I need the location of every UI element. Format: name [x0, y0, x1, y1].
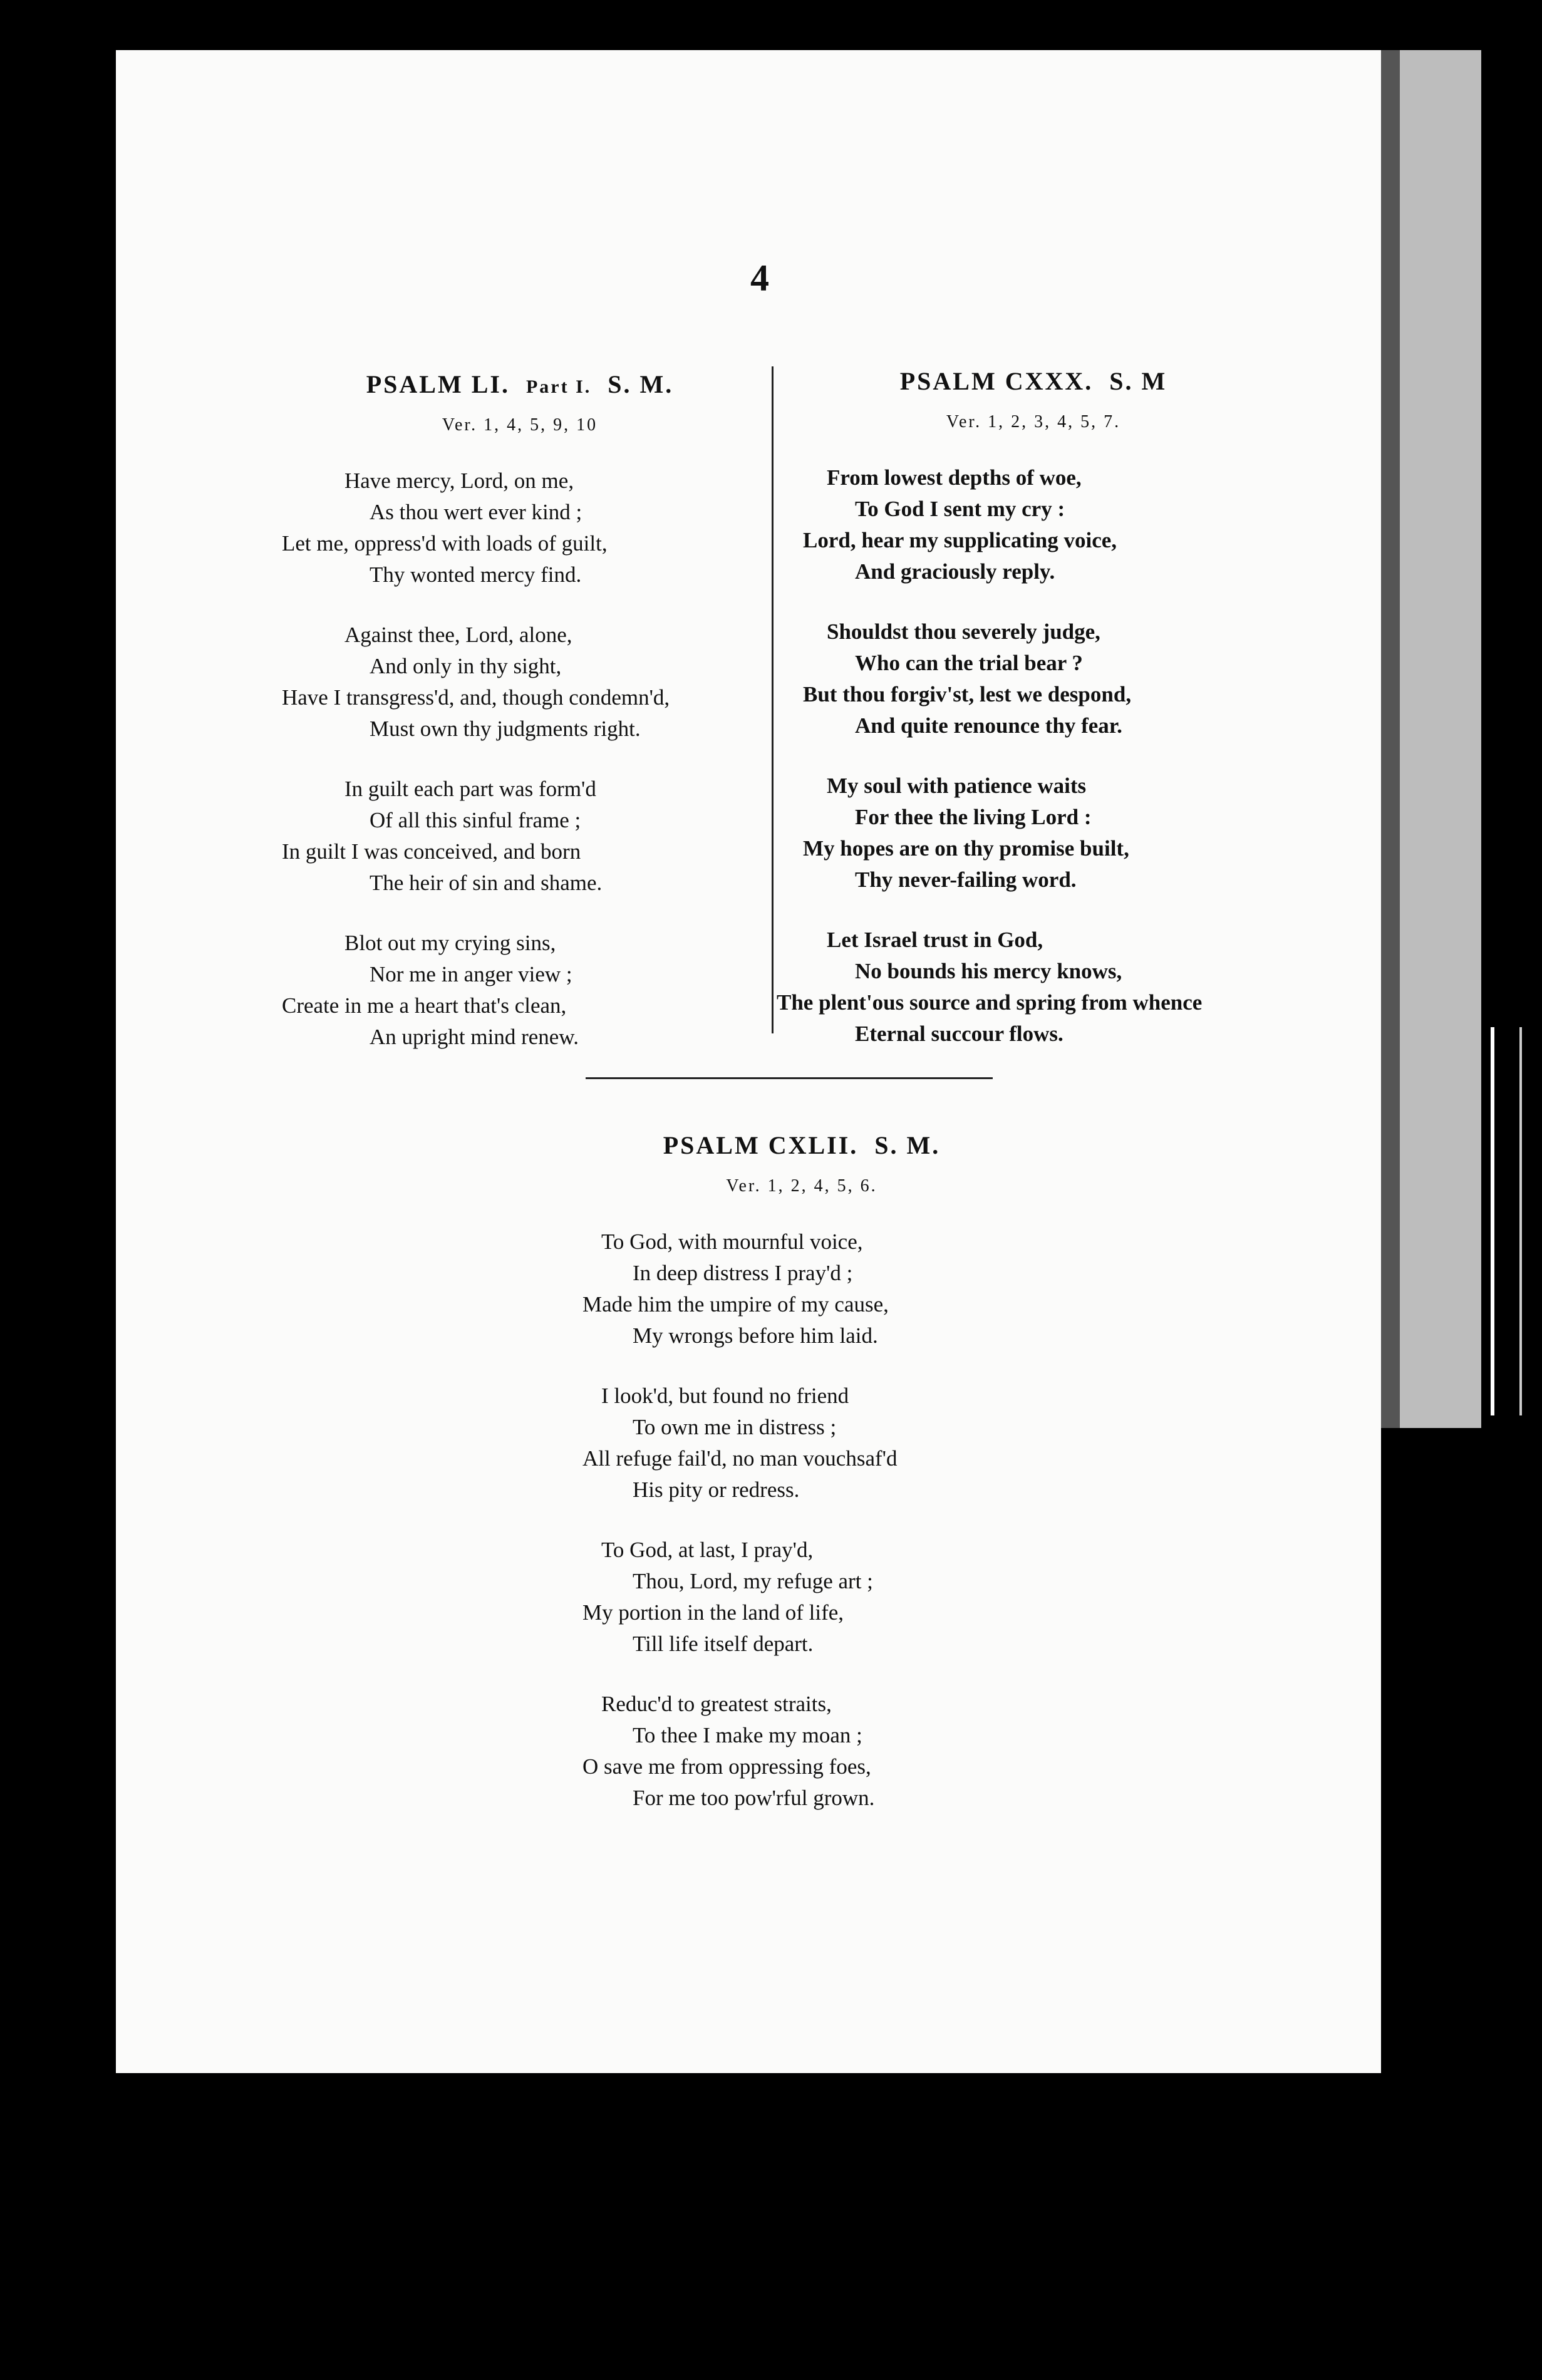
verses-list: 1, 4, 5, 9, 10: [484, 415, 598, 435]
verses-list: 1, 2, 4, 5, 6.: [767, 1176, 877, 1196]
verse-line: To thee I make my moan ;: [633, 1723, 862, 1747]
verse-line: No bounds his mercy knows,: [855, 959, 1122, 983]
verse-line: Thy never-failing word.: [855, 867, 1077, 892]
column-divider: [772, 366, 774, 1033]
verse-line: My hopes are on thy promise built,: [803, 836, 1129, 861]
verse-line: My soul with patience waits: [827, 773, 1087, 798]
psalm-part: Part I.: [525, 376, 592, 397]
verse-line: But thou forgiv'st, lest we despond,: [803, 682, 1132, 706]
verses-line: [564, 1176, 1040, 1196]
stanza: [564, 1380, 1040, 1506]
verse-line: I look'd, but found no friend: [601, 1384, 849, 1408]
verse-line: Thou, Lord, my refuge art ;: [633, 1569, 873, 1593]
verse-line: O save me from oppressing foes,: [582, 1754, 871, 1779]
page-gutter-shadow: [1381, 50, 1400, 1428]
verse-line: In deep distress I pray'd ;: [633, 1261, 853, 1285]
verse-line: Eternal succour flows.: [855, 1022, 1063, 1046]
verse-line: As thou wert ever kind ;: [370, 500, 582, 524]
psalm-meter: S. M: [1109, 367, 1167, 395]
verse-line: Till life itself depart.: [633, 1632, 814, 1656]
verse-line: Nor me in anger view ;: [370, 962, 572, 986]
verse-line: From lowest depths of woe,: [827, 465, 1082, 490]
stanza: [777, 770, 1290, 896]
verse-line: Who can the trial bear ?: [855, 651, 1083, 675]
verse-line: The plent'ous source and spring from whence: [777, 990, 1203, 1015]
verse-line: For me too pow'rful grown.: [633, 1786, 875, 1810]
stanza: [276, 465, 764, 591]
psalm-title: [564, 1130, 1040, 1160]
verse-line: My portion in the land of life,: [582, 1600, 844, 1625]
verse-line: Have I transgress'd, and, though condemn'd,: [282, 685, 670, 710]
psalm-title: [276, 370, 764, 399]
verse-line: To own me in distress ;: [633, 1415, 837, 1439]
psalm-title: [777, 366, 1290, 396]
stanza: [777, 616, 1290, 742]
verse-line: To God, at last, I pray'd,: [601, 1538, 814, 1562]
stanza: [564, 1689, 1040, 1814]
verse-line: Thy wonted mercy find.: [370, 562, 582, 587]
verses-label: Ver.: [726, 1176, 762, 1196]
stanza: [276, 619, 764, 745]
stanza: [276, 928, 764, 1053]
verse-line: For thee the living Lord :: [855, 805, 1092, 829]
verse-line: And only in thy sight,: [370, 654, 562, 678]
verse-line: To God, with mournful voice,: [601, 1229, 863, 1254]
verse-line: Must own thy judgments right.: [370, 717, 641, 741]
verse-line: And graciously reply.: [855, 559, 1055, 584]
verse-line: In guilt I was conceived, and born: [282, 839, 581, 864]
psalm-meter: S. M.: [874, 1131, 941, 1159]
psalm-title-text: PSALM CXXX.: [899, 367, 1094, 395]
verses-line: [777, 412, 1290, 432]
verse-line: Made him the umpire of my cause,: [582, 1292, 889, 1317]
stanza: [564, 1226, 1040, 1352]
verse-line: Of all this sinful frame ;: [370, 808, 581, 832]
psalm-title-text: PSALM LI.: [366, 370, 510, 398]
psalm-51-section: [276, 370, 764, 1082]
verse-line: An upright mind renew.: [370, 1025, 579, 1049]
verse-line: To God I sent my cry :: [855, 497, 1065, 521]
psalm-title-text: PSALM CXLII.: [663, 1131, 859, 1159]
verse-line: In guilt each part was form'd: [344, 777, 596, 801]
verse-line: Create in me a heart that's clean,: [282, 993, 567, 1018]
psalm-meter: S. M.: [608, 370, 674, 398]
stanza: [276, 773, 764, 899]
verse-line: My wrongs before him laid.: [633, 1323, 878, 1348]
verse-line: The heir of sin and shame.: [370, 871, 603, 895]
verses-label: Ver.: [442, 415, 478, 435]
verse-line: Let Israel trust in God,: [827, 928, 1043, 952]
page-number: 4: [750, 257, 769, 299]
stanza: [564, 1534, 1040, 1660]
verse-line: Let me, oppress'd with loads of guilt,: [282, 531, 608, 556]
verse-line: Have mercy, Lord, on me,: [344, 468, 574, 493]
verses-label: Ver.: [946, 412, 982, 432]
stanza: [777, 462, 1290, 587]
verse-line: Reduc'd to greatest straits,: [601, 1692, 832, 1716]
verse-line: Blot out my crying sins,: [344, 931, 556, 955]
verse-line: Lord, hear my supplicating voice,: [803, 528, 1117, 552]
verse-line: Shouldst thou severely judge,: [827, 619, 1100, 644]
verses-list: 1, 2, 3, 4, 5, 7.: [988, 412, 1121, 432]
verse-line: His pity or redress.: [633, 1477, 800, 1502]
verse-line: Against thee, Lord, alone,: [344, 623, 572, 647]
verses-line: [276, 415, 764, 435]
psalm-142-section: [564, 1130, 1040, 1843]
verse-line: And quite renounce thy fear.: [855, 713, 1122, 738]
verse-line: All refuge fail'd, no man vouchsaf'd: [582, 1446, 898, 1471]
stanza: [777, 924, 1290, 1050]
psalm-130-section: [777, 366, 1290, 1079]
facing-page-mark: [1491, 1027, 1522, 1415]
